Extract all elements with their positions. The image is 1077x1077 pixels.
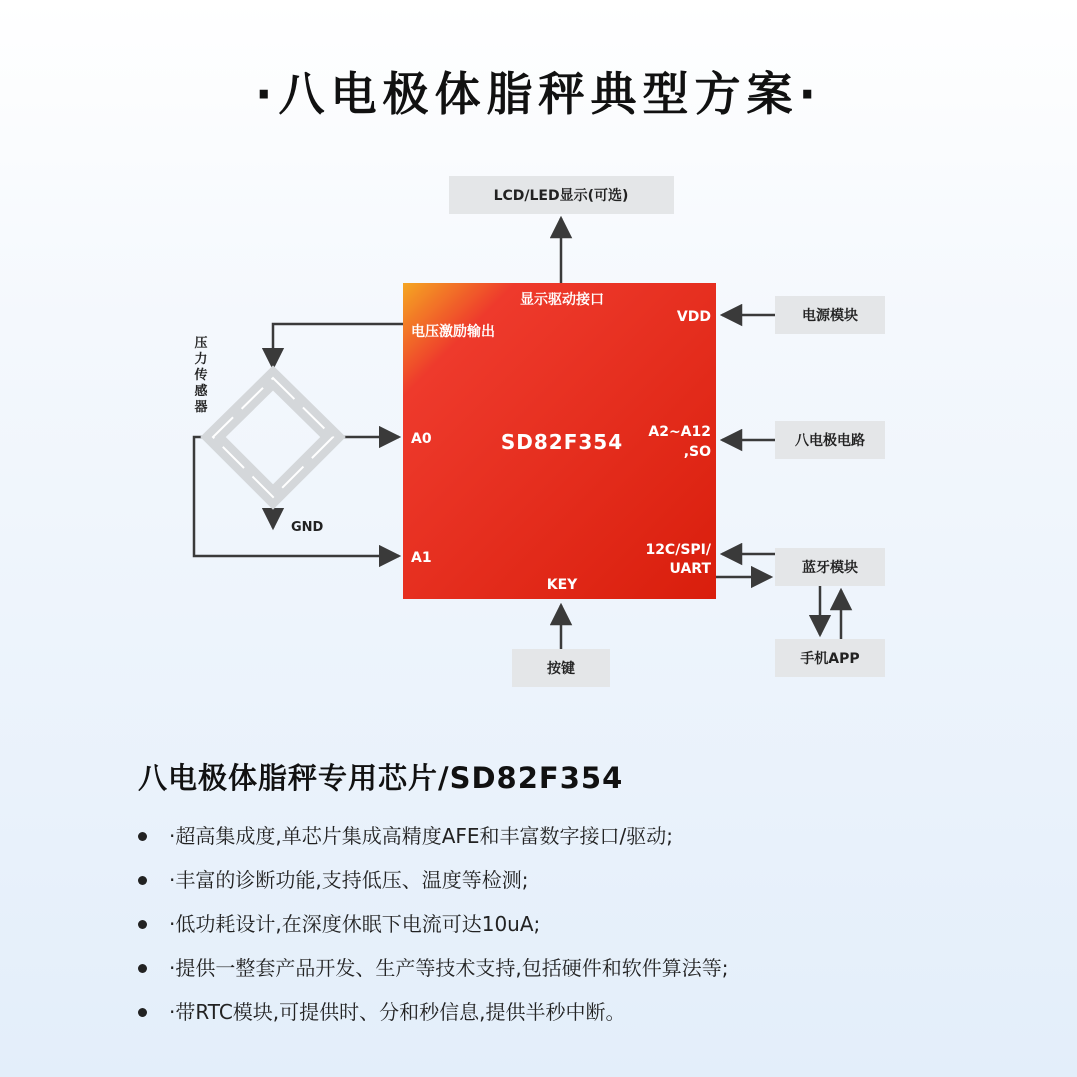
gnd-label: GND <box>291 520 324 535</box>
pin-comm-line1: 12C/SPI/ <box>645 542 711 558</box>
list-item <box>138 990 1038 1034</box>
sensor-label-4: 感 <box>194 384 208 399</box>
app-box-label: 手机APP <box>800 651 860 667</box>
bullet-icon <box>138 832 147 841</box>
feature-text: ·超高集成度,单芯片集成高精度AFE和丰富数字接口/驱动; <box>169 824 674 848</box>
bullet-icon <box>138 920 147 929</box>
list-item <box>138 902 1038 946</box>
feature-text: ·提供一整套产品开发、生产等技术支持,包括硬件和软件算法等; <box>169 956 729 980</box>
power-box-label: 电源模块 <box>802 308 858 324</box>
key-box-label: 按键 <box>547 661 575 677</box>
pin-a0: A0 <box>411 431 432 447</box>
pin-a2a12-line1: A2~A12 <box>648 424 711 440</box>
bullet-icon <box>138 1008 147 1017</box>
pin-display: 显示驱动接口 <box>520 292 604 308</box>
page-title: ·八电极体脂秤典型方案· <box>255 67 822 121</box>
excite-line <box>273 324 403 368</box>
pin-a2a12-line2: ,SO <box>683 444 711 460</box>
bullet-icon <box>138 964 147 973</box>
sensor-label-3: 传 <box>194 368 208 383</box>
sensor-label-1: 压 <box>194 336 208 351</box>
feature-text: ·低功耗设计,在深度休眠下电流可达10uA; <box>169 912 541 936</box>
pressure-sensor-bridge <box>213 378 333 497</box>
electrode-box-label: 八电极电路 <box>795 433 865 449</box>
pin-comm-line2: UART <box>669 561 711 577</box>
list-item <box>138 858 1038 902</box>
pin-vdd: VDD <box>676 309 711 325</box>
sensor-label-5: 器 <box>194 400 208 415</box>
bluetooth-box-label: 蓝牙模块 <box>802 560 858 576</box>
chip-subtitle: 八电极体脂秤专用芯片/SD82F354 <box>138 761 624 795</box>
pin-key: KEY <box>546 577 578 593</box>
list-item <box>138 814 1038 858</box>
lcd-box-label: LCD/LED显示(可选) <box>493 188 629 204</box>
bullet-icon <box>138 876 147 885</box>
feature-list <box>138 814 1038 1034</box>
list-item <box>138 946 1038 990</box>
sensor-label-2: 力 <box>194 352 208 367</box>
feature-text: ·丰富的诊断功能,支持低压、温度等检测; <box>169 868 529 892</box>
pin-a1: A1 <box>411 550 432 566</box>
feature-text: ·带RTC模块,可提供时、分和秒信息,提供半秒中断。 <box>169 1000 626 1024</box>
pin-excite: 电压激励输出 <box>411 324 495 340</box>
chip-name: SD82F354 <box>500 430 624 454</box>
